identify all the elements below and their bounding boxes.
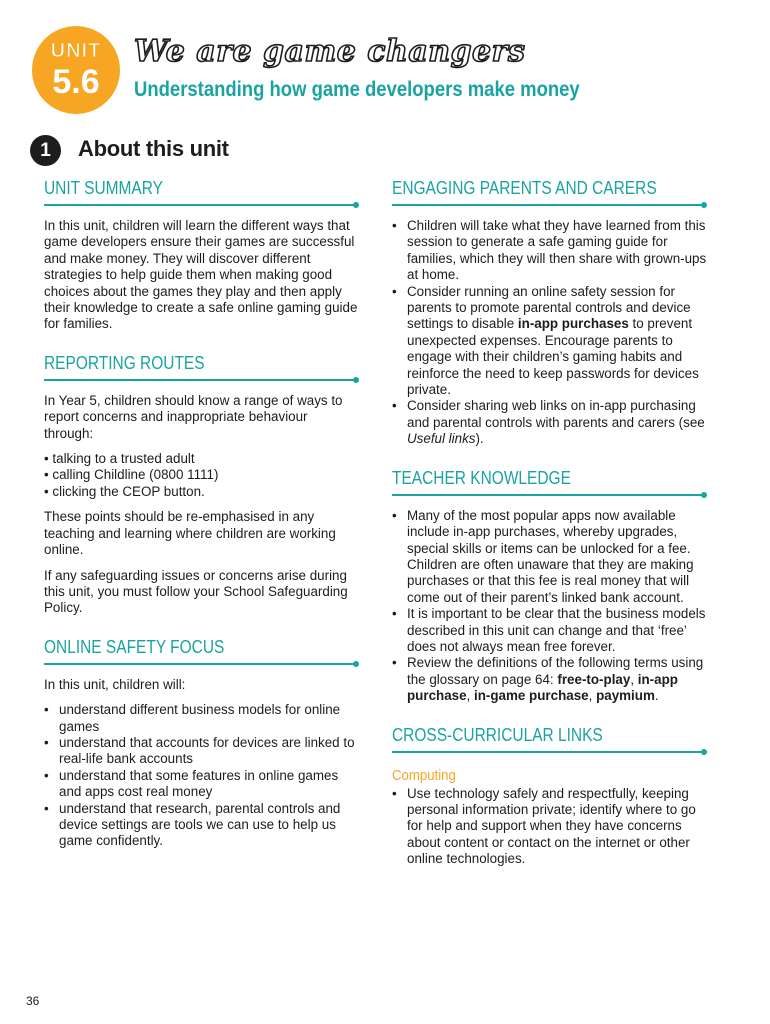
unit-summary-heading: UNIT SUMMARY — [44, 178, 163, 198]
cross-curricular-block — [392, 725, 708, 868]
badge-unit-number: 5.6 — [52, 63, 100, 101]
heading-rule — [44, 379, 356, 381]
list-item: • It is important to be clear that the business models described in this unit can change and that ‘free’ does not always mean free forever. — [392, 606, 708, 655]
heading-rule — [392, 751, 704, 753]
heading-rule — [44, 204, 356, 206]
list-item: • understand that research, parental controls and device settings are tools we can use to help us game confidently. — [44, 801, 360, 850]
list-item: • Many of the most popular apps now available include in-app purchases, whereby upgrades, special skills or items can be unlocked for a fee. Children are often unaware that they are making purchases or that this fee is real money that will come out of their parent’s linked bank account. — [392, 508, 708, 606]
computing-subheading: Computing — [392, 766, 456, 784]
right-column — [392, 178, 708, 888]
heading-rule — [392, 494, 704, 496]
reporting-routes-para2: If any safeguarding issues or concerns arise during this unit, you must follow your School Safeguarding Policy. — [44, 567, 348, 616]
page-subtitle: Understanding how game developers make money — [134, 78, 580, 101]
engaging-parents-block — [392, 178, 708, 448]
cross-curricular-heading: CROSS-CURRICULAR LINKS — [392, 724, 603, 745]
left-column — [44, 178, 360, 870]
reporting-routes-list — [44, 451, 360, 500]
reporting-routes-para1: These points should be re-emphasised in any teaching and learning where children are working online. — [44, 509, 336, 558]
engaging-parents-heading: ENGAGING PARENTS AND CARERS — [392, 178, 657, 198]
reporting-routes-heading: REPORTING ROUTES — [44, 352, 205, 373]
list-item: • understand that accounts for devices are linked to real-life bank accounts — [44, 735, 360, 768]
cross-curricular-list — [392, 786, 708, 868]
list-item: • understand that some features in online games and apps cost real money — [44, 768, 360, 801]
page-number: 36 — [26, 994, 40, 1008]
list-item: • Children will take what they have learned from this session to generate a safe gaming guide for families, which they will then share with grown-ups at home. — [392, 218, 708, 284]
unit-summary-text: In this unit, children will learn the different ways that game developers ensure their games are successful and make money. They will discover different strategies to help guide them when making good choices about the games they play and then apply their knowledge to create a safe online gaming guide for families. — [44, 218, 358, 332]
section-title: About this unit — [78, 136, 229, 161]
list-item: • talking to a trusted adult — [44, 451, 195, 467]
list-item: • clicking the CEOP button. — [44, 483, 205, 499]
heading-rule — [392, 204, 704, 206]
reporting-routes-block — [44, 353, 360, 617]
heading-rule — [44, 663, 356, 665]
teacher-knowledge-heading: TEACHER KNOWLEDGE — [392, 467, 571, 488]
online-safety-intro: In this unit, children will: — [44, 676, 186, 692]
list-item: • Consider sharing web links on in-app purchasing and parental controls with parents and carers (see Useful links). — [392, 398, 708, 447]
online-safety-list — [44, 702, 360, 850]
teacher-knowledge-list — [392, 508, 708, 705]
unit-badge — [32, 26, 120, 114]
list-item: • Consider running an online safety session for parents to promote parental controls and device settings to disable in-app purchases to prevent unexpected expenses. Encourage parents to engage with their children’s gaming habits and reinforce the need to keep passwords for devices private. — [392, 284, 708, 399]
reporting-routes-intro: In Year 5, children should know a range of ways to report concerns and inappropriate behaviour through: — [44, 392, 343, 441]
list-item: • understand different business models for online games — [44, 702, 360, 735]
list-item: • Use technology safely and respectfully, keeping personal information private; identify where to go for help and support when they have concerns about content or contact on the internet or other online technologies. — [392, 786, 708, 868]
section-number-badge: 1 — [30, 135, 61, 166]
online-safety-block — [44, 637, 360, 850]
badge-unit-label: UNIT — [50, 40, 102, 62]
engaging-parents-list — [392, 218, 708, 448]
list-item: • Review the definitions of the following terms using the glossary on page 64: free-to-play, in-app purchase, in-game purchase, paymium. — [392, 655, 708, 704]
list-item: • calling Childline (0800 1111) — [44, 467, 219, 483]
unit-summary-block — [44, 178, 360, 333]
online-safety-heading: ONLINE SAFETY FOCUS — [44, 636, 225, 657]
page-title: We are game changers — [134, 34, 526, 69]
teacher-knowledge-block — [392, 468, 708, 705]
